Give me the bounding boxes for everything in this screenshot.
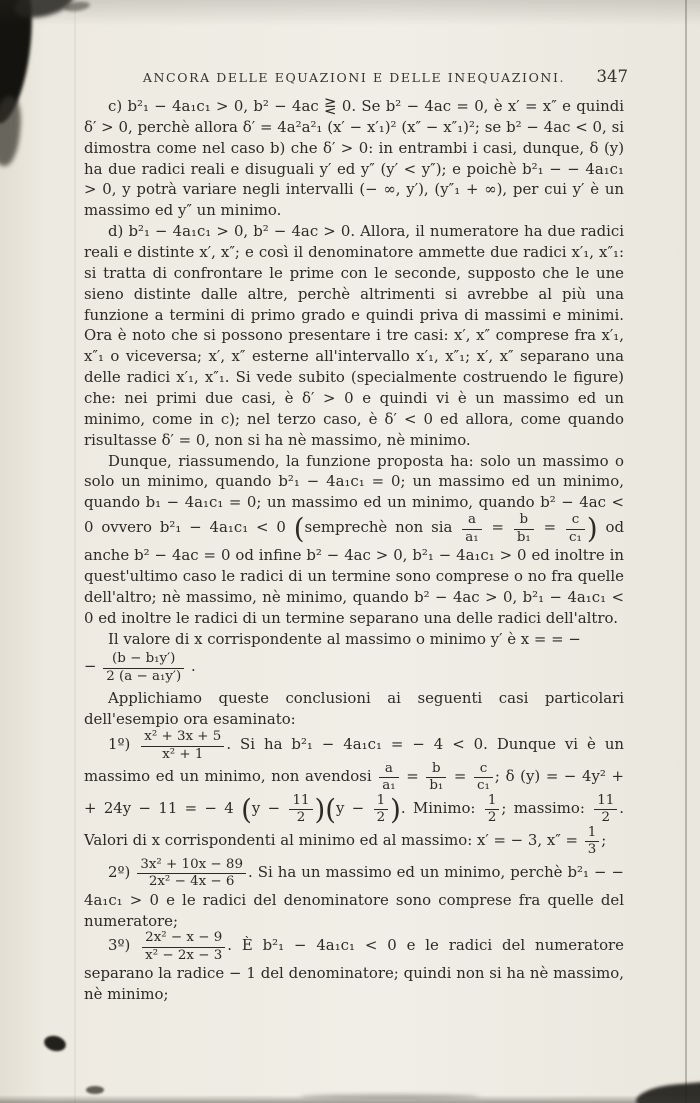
running-title: ANCORA DELLE EQUAZIONI E DELLE INEQUAZIONI.: [142, 70, 566, 85]
scan-smudge-top-left-corner: [0, 0, 41, 127]
fraction: $\frac{a}{\text{a₁}}$: [379, 762, 398, 794]
paragraph-esempio-1: 1º) $\frac{\text{x² + 3x + 5}}{\text{x² + 1}}$ . Si ha b²₁ − 4a₁c₁ = − 4 < 0. Dunque vi è un massimo ed un minimo, non avendosi $\frac{a}{\text{a₁}}$ = $\frac{b}{\text{b₁}}$ = $\frac{c}{\text{c₁}}$ ; δ (y) = − 4y² + + 24y − 11 = − 4 (y − $\frac{11}{2}$ )(y − $\frac{1}{2}$ ). Minimo: $\frac{1}{2}$ ; massimo: $\frac{11}{2}$ . Valori di x corrispondenti al minimo ed al massimo: x′ = − 3, x″ = $\frac{1}{3}$ ;: [84, 729, 624, 858]
scan-speck-top: [64, 0, 91, 13]
fraction: $\frac{a}{\text{a₁}}$: [462, 513, 481, 545]
page-content: [84, 96, 624, 1005]
fraction: $\frac{\text{2x² − x − 9}}{\text{x² − 2x − 3}}$: [142, 931, 225, 963]
scan-shadow-bottom-edge: [0, 1095, 700, 1103]
running-header: [84, 67, 628, 86]
scan-fold-line-left: [74, 0, 76, 1103]
scan-mark-bottom-1: [86, 1086, 104, 1094]
paragraph-esempio-3: 3º) $\frac{\text{2x² − x − 9}}{\text{x² − 2x − 3}}$ . È b²₁ − 4a₁c₁ < 0 e le radici del numeratore separano la radice − 1 del denominatore; quindi non si ha nè massimo, nè minimo;: [84, 930, 624, 1004]
big-parenthesis: ): [314, 794, 326, 827]
fraction: $\frac{\text{3x² + 10x − 89}}{\text{2x² − 4x − 6}}$: [137, 858, 246, 890]
scan-blot-bottom-left: [43, 1034, 68, 1054]
paragraph-applichiamo: Applichiamo queste conclusioni ai seguenti casi particolari dell'esempio ora esaminato:: [84, 689, 624, 729]
fraction: $\frac{b}{\text{b₁}}$: [514, 513, 534, 545]
fraction: $\frac{11}{2}$: [289, 794, 312, 826]
fraction: $\frac{c}{\text{c₁}}$: [566, 513, 585, 545]
fraction: $\frac{1}{3}$: [585, 826, 600, 858]
fraction: $\frac{c}{\text{c₁}}$: [474, 762, 493, 794]
big-parenthesis: ): [586, 513, 598, 546]
big-parenthesis: (: [325, 794, 337, 827]
scan-streak-bottom: [300, 1094, 480, 1099]
scan-smudge-bottom-right-corner: [635, 1080, 700, 1103]
big-parenthesis: (: [293, 513, 305, 546]
paragraph-esempio-2: 2º) $\frac{\text{3x² + 10x − 89}}{\text{2x² − 4x − 6}}$ . Si ha un massimo ed un minimo, perchè b²₁ − − 4a₁c₁ > 0 e le radici del denominatore sono comprese fra quelle del numeratore;: [84, 856, 624, 930]
page-number: 347: [596, 67, 628, 86]
fraction: $\frac{1}{2}$: [374, 794, 389, 826]
paragraph-valore-x: Il valore di x corrispondente al massimo o minimo y′ è x = = −: [108, 629, 581, 648]
formula-valore-x: − $\frac{\text{(b − b₁y′)}}{\text{2 (a − a₁y′)}}$ .: [84, 651, 196, 684]
scan-page-edge-line-right: [685, 0, 687, 1103]
fraction: $\frac{\text{x² + 3x + 5}}{\text{x² + 1}}$: [141, 730, 224, 762]
paragraph-riassunto: Dunque, riassumendo, la funzione proposta ha: solo un massimo o solo un minimo, quando b²₁ − 4a₁c₁ = 0; un massimo ed un minimo, quando b₁ − 4a₁c₁ = 0; un massimo ed un minimo, quando b² − 4ac < 0 ovvero b²₁ − 4a₁c₁ < 0 (semprechè non sia $\frac{a}{\text{a₁}}$ = $\frac{b}{\text{b₁}}$ = $\frac{c}{\text{c₁}}$ ) od anche b² − 4ac = 0 od infine b² − 4ac > 0, b²₁ − 4a₁c₁ > 0 ed inoltre in quest'ultimo caso le radici di un termine sono comprese o no fra quelle dell'altro; nè massimo, nè minimo, quando b² − 4ac > 0, b²₁ − 4a₁c₁ < 0 ed inoltre le radici di un termine separano una delle radici dell'altro.: [84, 451, 624, 627]
fraction: $\frac{1}{2}$: [485, 794, 500, 826]
scan-smudge-left-edge: [0, 95, 24, 167]
paragraph-item-c: c) b²₁ − 4a₁c₁ > 0, b² − 4ac ⋛ 0. Se b² − 4ac = 0, è x′ = x″ e quindi δ′ > 0, perchè allora δ′ = 4a²a²₁ (x′ − x′₁)² (x″ − x″₁)²; se b² − 4ac < 0, si dimostra come nel caso b) che δ′ > 0: in entrambi i casi, dunque, δ (y) ha due radici reali e disuguali y′ ed y″ (y′ < y″); e poichè b²₁ − − 4a₁c₁ > 0, y potrà variare negli intervalli (− ∞, y′), (y″₁ + ∞), per cui y′ è un massimo ed y″ un minimo.: [84, 97, 624, 220]
big-parenthesis: (: [241, 794, 252, 827]
fraction: $\frac{11}{2}$: [594, 794, 617, 826]
scan-smudge-top-edge: [12, 0, 77, 23]
fraction: $\frac{b}{\text{b₁}}$: [426, 762, 446, 794]
fraction: $\frac{\text{(b − b₁y′)}}{\text{2 (a − a₁y′)}}$: [103, 652, 184, 684]
big-parenthesis: ): [390, 794, 401, 827]
paragraph-item-d: d) b²₁ − 4a₁c₁ > 0, b² − 4ac > 0. Allora, il numeratore ha due radici reali e distinte x′, x″; e così il denominatore ammette due radici x′₁, x″₁: si tratta di confrontare le prime con le seconde, supposto che le une sieno distinte dalle altre, perchè altrimenti si avrebbe al più una funzione a termini di primo grado e quindi priva di massimi e minimi. Ora è noto che si possono presentare i tre casi: x′, x″ comprese fra x′₁, x″₁ o viceversa; x′, x″ esterne all'intervallo x′₁, x″₁; x′, x″ separano una delle radici x′₁, x″₁. Si vede subito (specialmente costruendo le figure) che: nei primi due casi, è δ′ > 0 e quindi vi è un massimo ed un minimo, come in c); nel terzo caso, è δ′ < 0 ed allora, come quando risultasse δ′ = 0, non si ha nè massimo, nè minimo.: [84, 222, 624, 449]
